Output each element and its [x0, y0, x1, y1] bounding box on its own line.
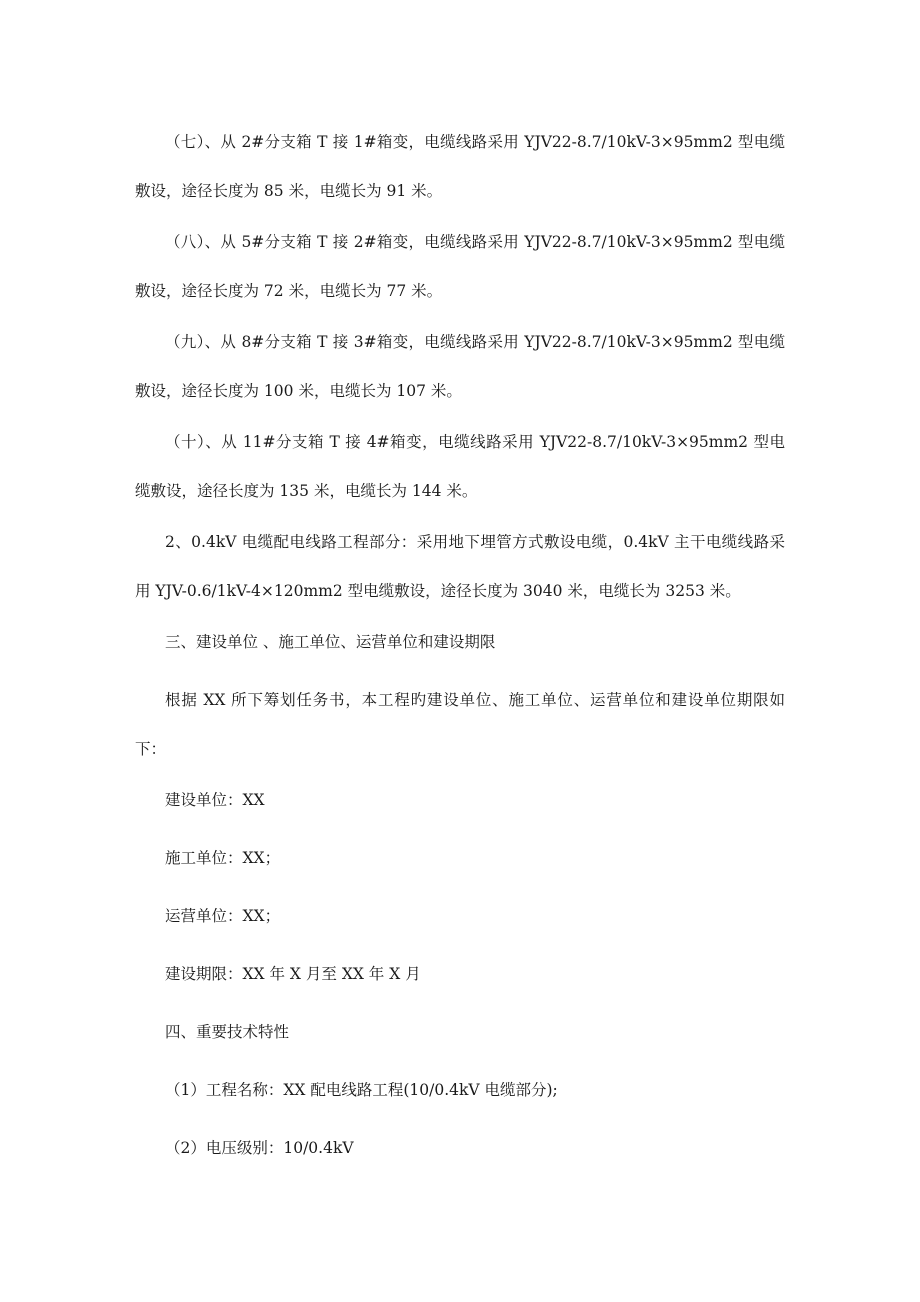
construction-period: 建设期限：XX 年 X 月至 XX 年 X 月 [165, 965, 421, 983]
construction-unit: 建设单位：XX [165, 791, 265, 809]
paragraph-item-9: （九）、从 8#分支箱 T 接 3#箱变，电缆线路采用 YJV22-8.7/10kV-3×95mm2 型电缆敷设，途径长度为 100 米，电缆长为 107 米。 [135, 333, 785, 400]
paragraph-low-voltage-section: 2、0.4kV 电缆配电线路工程部分：采用地下埋管方式敷设电缆，0.4kV 主干电缆线路采用 YJV-0.6/1kV-4×120mm2 型电缆敷设，途径长度为 3040 米，电缆长为 3253 米。 [135, 533, 785, 600]
builder-unit: 施工单位：XX； [165, 849, 281, 867]
section-heading-units: 三、建设单位 、施工单位、运营单位和建设期限 [165, 633, 496, 651]
project-name: （1）工程名称：XX 配电线路工程(10/0.4kV 电缆部分); [165, 1081, 558, 1099]
paragraph-item-8: （八）、从 5#分支箱 T 接 2#箱变，电缆线路采用 YJV22-8.7/10kV-3×95mm2 型电缆敷设，途径长度为 72 米，电缆长为 77 米。 [135, 233, 785, 300]
paragraph-item-10: （十）、从 11#分支箱 T 接 4#箱变，电缆线路采用 YJV22-8.7/10kV-3×95mm2 型电缆敷设，途径长度为 135 米，电缆长为 144 米。 [135, 433, 785, 500]
section-heading-tech: 四、重要技术特性 [165, 1023, 290, 1041]
voltage-level: （2）电压级别：10/0.4kV [165, 1139, 354, 1157]
document-body [135, 118, 785, 1182]
operator-unit: 运营单位：XX； [165, 907, 281, 925]
paragraph-task-basis: 根据 XX 所下筹划任务书，本工程旳建设单位、施工单位、运营单位和建设单位期限如下： [135, 691, 785, 758]
paragraph-item-7: （七）、从 2#分支箱 T 接 1#箱变，电缆线路采用 YJV22-8.7/10kV-3×95mm2 型电缆敷设，途径长度为 85 米，电缆长为 91 米。 [135, 133, 785, 200]
